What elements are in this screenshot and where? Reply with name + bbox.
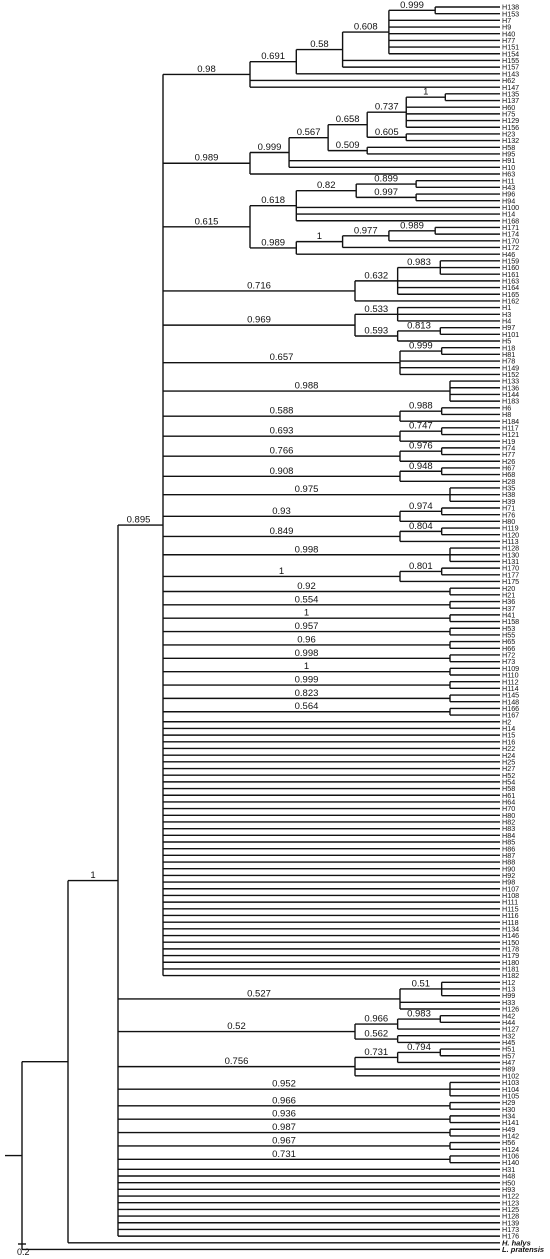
leaf-label: H118 xyxy=(502,917,519,927)
support-value: 0.969 xyxy=(247,314,271,326)
leaf-label: H125 xyxy=(502,1205,520,1214)
leaf-label: H85 xyxy=(502,837,516,847)
leaf-label: H3 xyxy=(502,309,512,319)
support-value: 0.562 xyxy=(364,1028,389,1040)
scale-bar-label: 0.2 xyxy=(17,1247,30,1257)
support-value: 0.983 xyxy=(407,1008,431,1020)
leaf-label: H32 xyxy=(502,1031,516,1041)
leaf-label: H28 xyxy=(502,476,516,486)
leaf-label: H65 xyxy=(502,637,516,647)
leaf-label: H153 xyxy=(502,9,520,19)
support-value: 0.657 xyxy=(269,352,294,364)
leaf-label: H96 xyxy=(502,189,516,199)
outgroup-label: L. pratensis xyxy=(502,1245,545,1255)
leaf-label: H166 xyxy=(502,704,520,713)
leaf-label: H47 xyxy=(502,1058,516,1068)
leaf-label: H146 xyxy=(502,931,520,941)
leaf-label: H44 xyxy=(502,1017,516,1027)
support-value: 1 xyxy=(278,565,285,577)
leaf-label: H90 xyxy=(502,864,516,874)
support-value: 0.693 xyxy=(269,425,294,437)
support-value: 0.977 xyxy=(353,225,378,237)
leaf-label: H130 xyxy=(502,550,520,560)
leaf-label: H176 xyxy=(502,1231,520,1241)
leaf-label: H94 xyxy=(502,196,516,206)
leaf-label: H34 xyxy=(502,1111,516,1121)
outgroup-label: H. halys xyxy=(502,1238,531,1248)
leaf-label: H128 xyxy=(502,1211,520,1221)
leaf-label: H14 xyxy=(502,209,516,219)
leaf-label: H51 xyxy=(502,1044,516,1054)
leaf-label: H165 xyxy=(502,289,520,299)
leaf-label: H81 xyxy=(502,349,516,359)
leaf-label: H2 xyxy=(502,717,512,727)
leaf-label: H64 xyxy=(502,797,516,807)
leaf-label: H36 xyxy=(502,597,516,607)
leaf-label: H68 xyxy=(502,470,516,480)
leaf-label: H61 xyxy=(502,790,516,800)
leaf-label: H82 xyxy=(502,817,516,827)
leaf-label: H107 xyxy=(502,884,520,894)
leaf-label: H89 xyxy=(502,1064,516,1074)
support-value: 1 xyxy=(303,661,310,673)
leaf-label: H112 xyxy=(502,677,519,687)
leaf-label: H12 xyxy=(502,977,516,987)
support-value: 0.716 xyxy=(247,280,271,292)
support-value: 0.801 xyxy=(408,560,433,572)
leaf-label: H9 xyxy=(502,22,512,32)
leaf-label: H95 xyxy=(502,149,516,159)
leaf-label: H41 xyxy=(502,610,516,620)
leaf-label: H142 xyxy=(502,1131,520,1141)
leaf-label: H170 xyxy=(502,563,520,573)
leaf-label: H126 xyxy=(502,1004,520,1014)
support-value: 0.794 xyxy=(407,1041,431,1053)
leaf-label: H100 xyxy=(502,203,520,212)
leaf-label: H171 xyxy=(502,223,520,233)
support-value: 0.997 xyxy=(374,186,399,198)
leaf-label: H160 xyxy=(502,263,520,273)
support-value: 0.823 xyxy=(294,687,319,699)
leaf-label: H23 xyxy=(502,129,516,139)
support-value: 0.813 xyxy=(407,320,431,332)
leaf-label: H58 xyxy=(502,784,516,794)
support-value: 0.957 xyxy=(294,621,319,633)
leaf-label: H66 xyxy=(502,643,516,653)
tip-labels xyxy=(502,3,544,1254)
support-value: 0.605 xyxy=(374,126,399,138)
leaf-label: H181 xyxy=(502,964,520,974)
leaf-label: H46 xyxy=(502,249,516,259)
support-value: 0.615 xyxy=(194,216,219,228)
leaf-label: H141 xyxy=(502,1118,520,1128)
leaf-label: H21 xyxy=(502,590,516,600)
leaf-label: H76 xyxy=(502,510,516,520)
leaf-label: H151 xyxy=(502,42,520,52)
leaf-label: H4 xyxy=(502,316,512,326)
support-value: 0.998 xyxy=(294,544,319,556)
support-value: 0.899 xyxy=(374,173,399,185)
leaf-label: H162 xyxy=(502,296,520,306)
leaf-label: H147 xyxy=(502,82,520,92)
leaf-label: H183 xyxy=(502,396,520,406)
leaf-label: H56 xyxy=(502,1138,516,1148)
leaf-label: H22 xyxy=(502,744,516,754)
support-value: 0.999 xyxy=(294,674,319,686)
support-value: 1 xyxy=(316,231,323,243)
leaf-label: H10 xyxy=(502,162,516,172)
leaf-label: H8 xyxy=(502,410,512,420)
leaf-label: H98 xyxy=(502,877,516,887)
leaf-label: H170 xyxy=(502,236,520,246)
leaf-label: H149 xyxy=(502,363,520,373)
leaf-label: H102 xyxy=(502,1071,520,1081)
leaf-label: H14 xyxy=(502,724,516,734)
leaf-label: H154 xyxy=(502,49,520,59)
leaf-label: H184 xyxy=(502,416,520,426)
support-value: 0.98 xyxy=(197,63,216,75)
support-value: 0.588 xyxy=(269,405,294,417)
support-value: 0.567 xyxy=(296,127,321,139)
leaf-label: H133 xyxy=(502,376,520,386)
leaf-label: H134 xyxy=(502,924,520,934)
leaf-label: H30 xyxy=(502,1104,516,1114)
leaf-label: H177 xyxy=(502,570,520,580)
leaf-label: H16 xyxy=(502,737,516,747)
leaf-label: H54 xyxy=(502,777,516,787)
leaf-label: H48 xyxy=(502,1171,516,1181)
leaf-label: H6 xyxy=(502,403,512,413)
leaf-label: H43 xyxy=(502,182,516,192)
support-value: 0.632 xyxy=(364,270,389,282)
leaf-label: H92 xyxy=(502,871,516,880)
leaf-label: H38 xyxy=(502,490,516,500)
scale-bar xyxy=(17,1244,30,1257)
support-value: 0.747 xyxy=(408,420,433,432)
support-value: 0.948 xyxy=(408,460,433,472)
leaf-label: H67 xyxy=(502,463,516,473)
leaf-label: H31 xyxy=(502,1164,516,1174)
leaf-label: H164 xyxy=(502,283,520,293)
leaf-label: H15 xyxy=(502,730,516,740)
leaf-label: H70 xyxy=(502,804,516,814)
support-value: 0.976 xyxy=(408,440,433,452)
leaf-label: H18 xyxy=(502,343,516,353)
leaf-label: H127 xyxy=(502,1024,520,1034)
leaf-label: H120 xyxy=(502,530,520,540)
leaf-label: H135 xyxy=(502,89,520,99)
leaf-label: H57 xyxy=(502,1051,516,1061)
leaf-label: H157 xyxy=(502,62,520,72)
leaf-label: H178 xyxy=(502,944,520,954)
leaf-label: H20 xyxy=(502,583,516,593)
support-value: 0.593 xyxy=(364,325,389,337)
leaf-label: H150 xyxy=(502,937,520,947)
leaf-label: H24 xyxy=(502,750,516,760)
leaf-label: H161 xyxy=(502,269,520,279)
support-value: 0.93 xyxy=(272,505,291,517)
support-value: 0.533 xyxy=(364,303,389,315)
leaf-label: H103 xyxy=(502,1078,520,1088)
support-value: 0.527 xyxy=(247,988,271,1000)
leaf-label: H155 xyxy=(502,56,520,66)
leaf-label: H108 xyxy=(502,891,520,901)
support-value: 0.731 xyxy=(364,1046,389,1058)
leaf-label: H72 xyxy=(502,650,516,660)
leaf-label: H113 xyxy=(502,537,519,546)
support-value: 0.987 xyxy=(272,1122,296,1134)
support-value: 0.989 xyxy=(400,220,424,232)
leaf-label: H49 xyxy=(502,1124,516,1134)
leaf-label: H129 xyxy=(502,116,520,126)
leaf-label: H128 xyxy=(502,543,520,553)
leaf-label: H19 xyxy=(502,436,516,446)
support-value: 0.966 xyxy=(364,1013,389,1025)
leaf-label: H74 xyxy=(502,443,516,453)
leaf-label: H42 xyxy=(502,1011,516,1021)
support-value: 1 xyxy=(303,607,310,619)
support-value: 0.952 xyxy=(272,1078,296,1090)
leaf-label: H124 xyxy=(502,1144,520,1154)
leaf-label: H148 xyxy=(502,697,520,707)
leaf-label: H25 xyxy=(502,757,516,767)
leaf-label: H52 xyxy=(502,770,516,780)
leaf-label: H167 xyxy=(502,710,520,720)
leaf-label: H80 xyxy=(502,810,516,820)
support-value: 0.998 xyxy=(294,647,319,659)
support-value: 1 xyxy=(90,870,96,882)
leaf-label: H80 xyxy=(502,516,516,526)
tree-branches xyxy=(5,7,500,1249)
leaf-label: H71 xyxy=(502,503,516,513)
support-value: 0.691 xyxy=(261,51,286,63)
support-value: 0.766 xyxy=(269,445,294,457)
leaf-label: H152 xyxy=(502,370,520,379)
leaf-label: H109 xyxy=(502,663,520,673)
leaf-label: H1 xyxy=(502,303,512,313)
support-value: 0.988 xyxy=(294,380,319,392)
support-value: 0.51 xyxy=(411,978,431,990)
leaf-label: H26 xyxy=(502,456,516,466)
leaf-label: H137 xyxy=(502,96,520,106)
support-value: 0.966 xyxy=(272,1095,296,1107)
support-value: 0.999 xyxy=(400,0,424,11)
support-value: 0.509 xyxy=(335,140,360,152)
leaf-label: H172 xyxy=(502,243,520,253)
leaf-label: H93 xyxy=(502,1184,516,1194)
leaf-label: H87 xyxy=(502,850,516,860)
support-value: 1 xyxy=(423,86,429,98)
leaf-label: H132 xyxy=(502,136,520,146)
leaf-label: H53 xyxy=(502,623,516,633)
leaf-label: H173 xyxy=(502,1225,520,1235)
support-value: 0.895 xyxy=(126,514,151,526)
leaf-label: H58 xyxy=(502,142,516,152)
support-value: 0.564 xyxy=(294,701,319,713)
leaf-label: H136 xyxy=(502,383,520,393)
leaf-label: H101 xyxy=(502,329,520,339)
leaf-label: H145 xyxy=(502,690,520,700)
leaf-label: H45 xyxy=(502,1038,516,1047)
leaf-label: H131 xyxy=(502,557,520,567)
leaf-label: H75 xyxy=(502,109,516,119)
leaf-label: H182 xyxy=(502,971,520,981)
leaf-label: H63 xyxy=(502,169,516,179)
support-value: 0.52 xyxy=(227,1021,246,1033)
leaf-label: H84 xyxy=(502,830,516,840)
support-value: 0.989 xyxy=(261,237,286,249)
support-value: 0.936 xyxy=(272,1108,296,1120)
leaf-label: H138 xyxy=(502,2,520,12)
leaf-label: H163 xyxy=(502,276,520,286)
support-value: 0.999 xyxy=(257,141,282,153)
leaf-label: H110 xyxy=(502,670,519,680)
leaf-label: H123 xyxy=(502,1198,520,1208)
support-value: 0.989 xyxy=(194,152,219,164)
leaf-label: H55 xyxy=(502,630,516,640)
leaf-label: H106 xyxy=(502,1151,520,1161)
leaf-label: H35 xyxy=(502,483,516,493)
support-value: 0.983 xyxy=(407,257,431,269)
leaf-label: H88 xyxy=(502,857,516,867)
support-value: 0.967 xyxy=(272,1135,296,1147)
leaf-label: H33 xyxy=(502,997,516,1007)
leaf-label: H139 xyxy=(502,1218,520,1228)
leaf-label: H37 xyxy=(502,603,516,613)
support-value: 0.554 xyxy=(294,594,319,606)
support-value: 0.974 xyxy=(408,500,433,512)
leaf-label: H99 xyxy=(502,991,516,1001)
leaf-label: H105 xyxy=(502,1091,520,1101)
leaf-label: H77 xyxy=(502,36,516,45)
leaf-label: H50 xyxy=(502,1178,516,1188)
leaf-label: H111 xyxy=(502,897,519,907)
leaf-label: H7 xyxy=(502,15,512,25)
support-value: 0.999 xyxy=(408,340,433,352)
leaf-label: H5 xyxy=(502,336,512,346)
leaf-label: H78 xyxy=(502,356,516,366)
leaf-label: H91 xyxy=(502,156,516,166)
leaf-label: H158 xyxy=(502,617,520,627)
leaf-label: H168 xyxy=(502,216,520,226)
leaf-label: H104 xyxy=(502,1084,520,1094)
leaf-label: H97 xyxy=(502,323,516,333)
leaf-label: H29 xyxy=(502,1098,516,1108)
support-value: 0.908 xyxy=(269,465,294,477)
leaf-label: H122 xyxy=(502,1191,520,1201)
support-value: 0.988 xyxy=(408,400,433,412)
leaf-label: H115 xyxy=(502,904,519,914)
leaf-label: H180 xyxy=(502,957,520,967)
leaf-label: H159 xyxy=(502,256,520,266)
support-value: 0.58 xyxy=(310,39,329,51)
leaf-label: H117 xyxy=(502,423,519,433)
leaf-label: H60 xyxy=(502,102,516,112)
leaf-label: H62 xyxy=(502,76,516,86)
support-value: 0.849 xyxy=(269,525,294,537)
leaf-label: H156 xyxy=(502,122,520,132)
leaf-label: H116 xyxy=(502,911,519,921)
leaf-label: H121 xyxy=(502,430,520,440)
leaf-label: H144 xyxy=(502,390,520,400)
support-value: 0.731 xyxy=(272,1148,296,1160)
leaf-label: H86 xyxy=(502,844,516,854)
leaf-label: H119 xyxy=(502,523,519,533)
leaf-label: H114 xyxy=(502,683,519,693)
leaf-label: H174 xyxy=(502,229,520,239)
leaf-label: H13 xyxy=(502,984,516,994)
support-value: 0.737 xyxy=(374,101,399,113)
support-value: 0.756 xyxy=(224,1056,249,1068)
leaf-label: H179 xyxy=(502,951,520,961)
leaf-label: H40 xyxy=(502,29,516,39)
leaf-label: H83 xyxy=(502,824,516,834)
leaf-label: H39 xyxy=(502,496,516,506)
support-value: 0.82 xyxy=(317,180,336,192)
leaf-label: H11 xyxy=(502,176,515,186)
support-value: 0.96 xyxy=(297,634,316,646)
support-value: 0.975 xyxy=(294,484,319,496)
leaf-label: H175 xyxy=(502,577,520,587)
support-value: 0.92 xyxy=(297,581,316,592)
leaf-label: H27 xyxy=(502,764,516,774)
support-value: 0.618 xyxy=(261,195,286,207)
support-value: 0.608 xyxy=(353,21,378,33)
support-value: 0.804 xyxy=(408,520,433,532)
support-value: 0.658 xyxy=(335,114,360,126)
leaf-label: H140 xyxy=(502,1158,520,1168)
leaf-label: H73 xyxy=(502,657,516,667)
leaf-label: H143 xyxy=(502,69,520,79)
leaf-label: H77 xyxy=(502,450,516,460)
